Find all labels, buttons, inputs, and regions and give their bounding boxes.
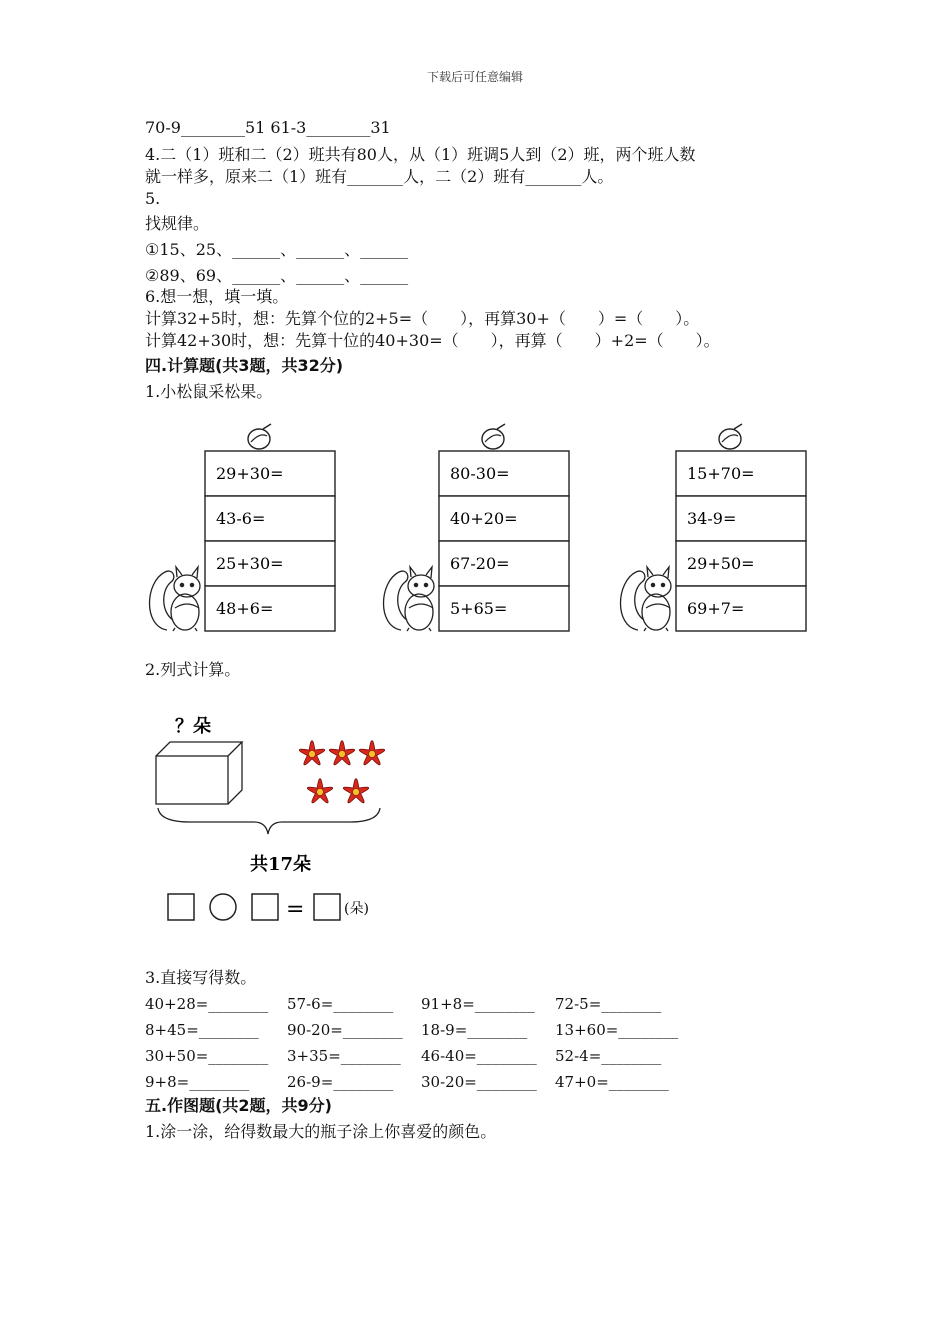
flower-icon <box>343 779 368 803</box>
flower-icon <box>329 741 354 765</box>
board-expression: 25+30= <box>216 554 284 573</box>
brace-icon <box>158 808 380 834</box>
board-expression: 69+7= <box>687 599 745 618</box>
calc-item: 57-6=________ <box>287 995 394 1013</box>
question-6-line-2: 计算42+30时，想：先算十位的40+30=（ ），再算（ ）+2=（ ）。 <box>145 331 720 350</box>
pine-cone-icon <box>719 424 742 449</box>
calc-item: 8+45=________ <box>145 1021 259 1039</box>
answer-box-3 <box>314 894 340 920</box>
calc-item: 47+0=________ <box>555 1073 669 1091</box>
pine-cone-icon <box>482 424 505 449</box>
board-expression: 40+20= <box>450 509 518 528</box>
operator-circle <box>210 894 236 920</box>
section-4-question-3: 3.直接写得数。 <box>145 968 257 987</box>
box-icon <box>156 742 242 804</box>
calc-item: 3+35=________ <box>287 1047 401 1065</box>
squirrel-boards-figure <box>140 420 820 635</box>
calc-item: 72-5=________ <box>555 995 662 1013</box>
unit-label: (朵) <box>344 901 369 917</box>
board-expression: 43-6= <box>216 509 266 528</box>
calc-item: 26-9=________ <box>287 1073 394 1091</box>
board-expression: 29+30= <box>216 464 284 483</box>
compare-line: 70-9________51 61-3________31 <box>145 118 391 137</box>
section-5-title: 五.作图题(共2题，共9分) <box>145 1096 332 1115</box>
pattern-line-1: ①15、25、______、______、______ <box>145 240 409 259</box>
pattern-line-2: ②89、69、______、______、______ <box>145 266 409 285</box>
section-4-question-1: 1.小松鼠采松果。 <box>145 382 273 401</box>
flower-icon <box>359 741 384 765</box>
question-4-line-2: 就一样多，原来二（1）班有_______人，二（2）班有_______人。 <box>145 167 614 186</box>
calc-item: 40+28=________ <box>145 995 269 1013</box>
total-count-label: 共17朵 <box>250 854 312 875</box>
question-6-line-1: 计算32+5时，想：先算个位的2+5=（ ），再算30+（ ）=（ ）。 <box>145 309 700 328</box>
board-expression: 5+65= <box>450 599 508 618</box>
question-5-number: 5. <box>145 189 161 208</box>
squirrel-board-3 <box>621 424 807 631</box>
calc-item: 30+50=________ <box>145 1047 269 1065</box>
page-header: 下载后可任意编辑 <box>426 70 523 84</box>
flower-group <box>299 741 384 803</box>
answer-box-2 <box>252 894 278 920</box>
calc-item: 18-9=________ <box>421 1021 528 1039</box>
calc-item: 52-4=________ <box>555 1047 662 1065</box>
calc-item: 91+8=________ <box>421 995 535 1013</box>
flower-icon <box>307 779 332 803</box>
equals-sign: = <box>286 897 305 922</box>
calc-item: 9+8=________ <box>145 1073 250 1091</box>
section-4-title: 四.计算题(共3题，共32分) <box>145 356 344 375</box>
pine-cone-icon <box>248 424 271 449</box>
calc-item: 30-20=________ <box>421 1073 537 1091</box>
question-count-label: ？朵 <box>175 716 211 737</box>
section-4-question-2: 2.列式计算。 <box>145 660 241 679</box>
calc-item: 13+60=________ <box>555 1021 679 1039</box>
question-4-line-1: 4.二（1）班和二（2）班共有80人，从（1）班调5人到（2）班，两个班人数 <box>145 145 696 164</box>
flower-sum-figure <box>150 708 410 928</box>
flower-icon <box>299 741 324 765</box>
squirrel-board-2 <box>384 424 570 631</box>
question-5-title: 找规律。 <box>145 214 210 233</box>
board-expression: 29+50= <box>687 554 755 573</box>
board-expression: 15+70= <box>687 464 755 483</box>
question-6-title: 6.想一想，填一填。 <box>145 287 289 306</box>
squirrel-board-1 <box>150 424 336 631</box>
board-expression: 80-30= <box>450 464 510 483</box>
squirrel-icon <box>384 567 435 631</box>
board-expression: 48+6= <box>216 599 274 618</box>
answer-box-1 <box>168 894 194 920</box>
section-5-question-1: 1.涂一涂，给得数最大的瓶子涂上你喜爱的颜色。 <box>145 1122 497 1141</box>
squirrel-icon <box>621 567 672 631</box>
calc-item: 90-20=________ <box>287 1021 403 1039</box>
squirrel-icon <box>150 567 201 631</box>
board-expression: 67-20= <box>450 554 510 573</box>
calc-item: 46-40=________ <box>421 1047 537 1065</box>
board-expression: 34-9= <box>687 509 737 528</box>
